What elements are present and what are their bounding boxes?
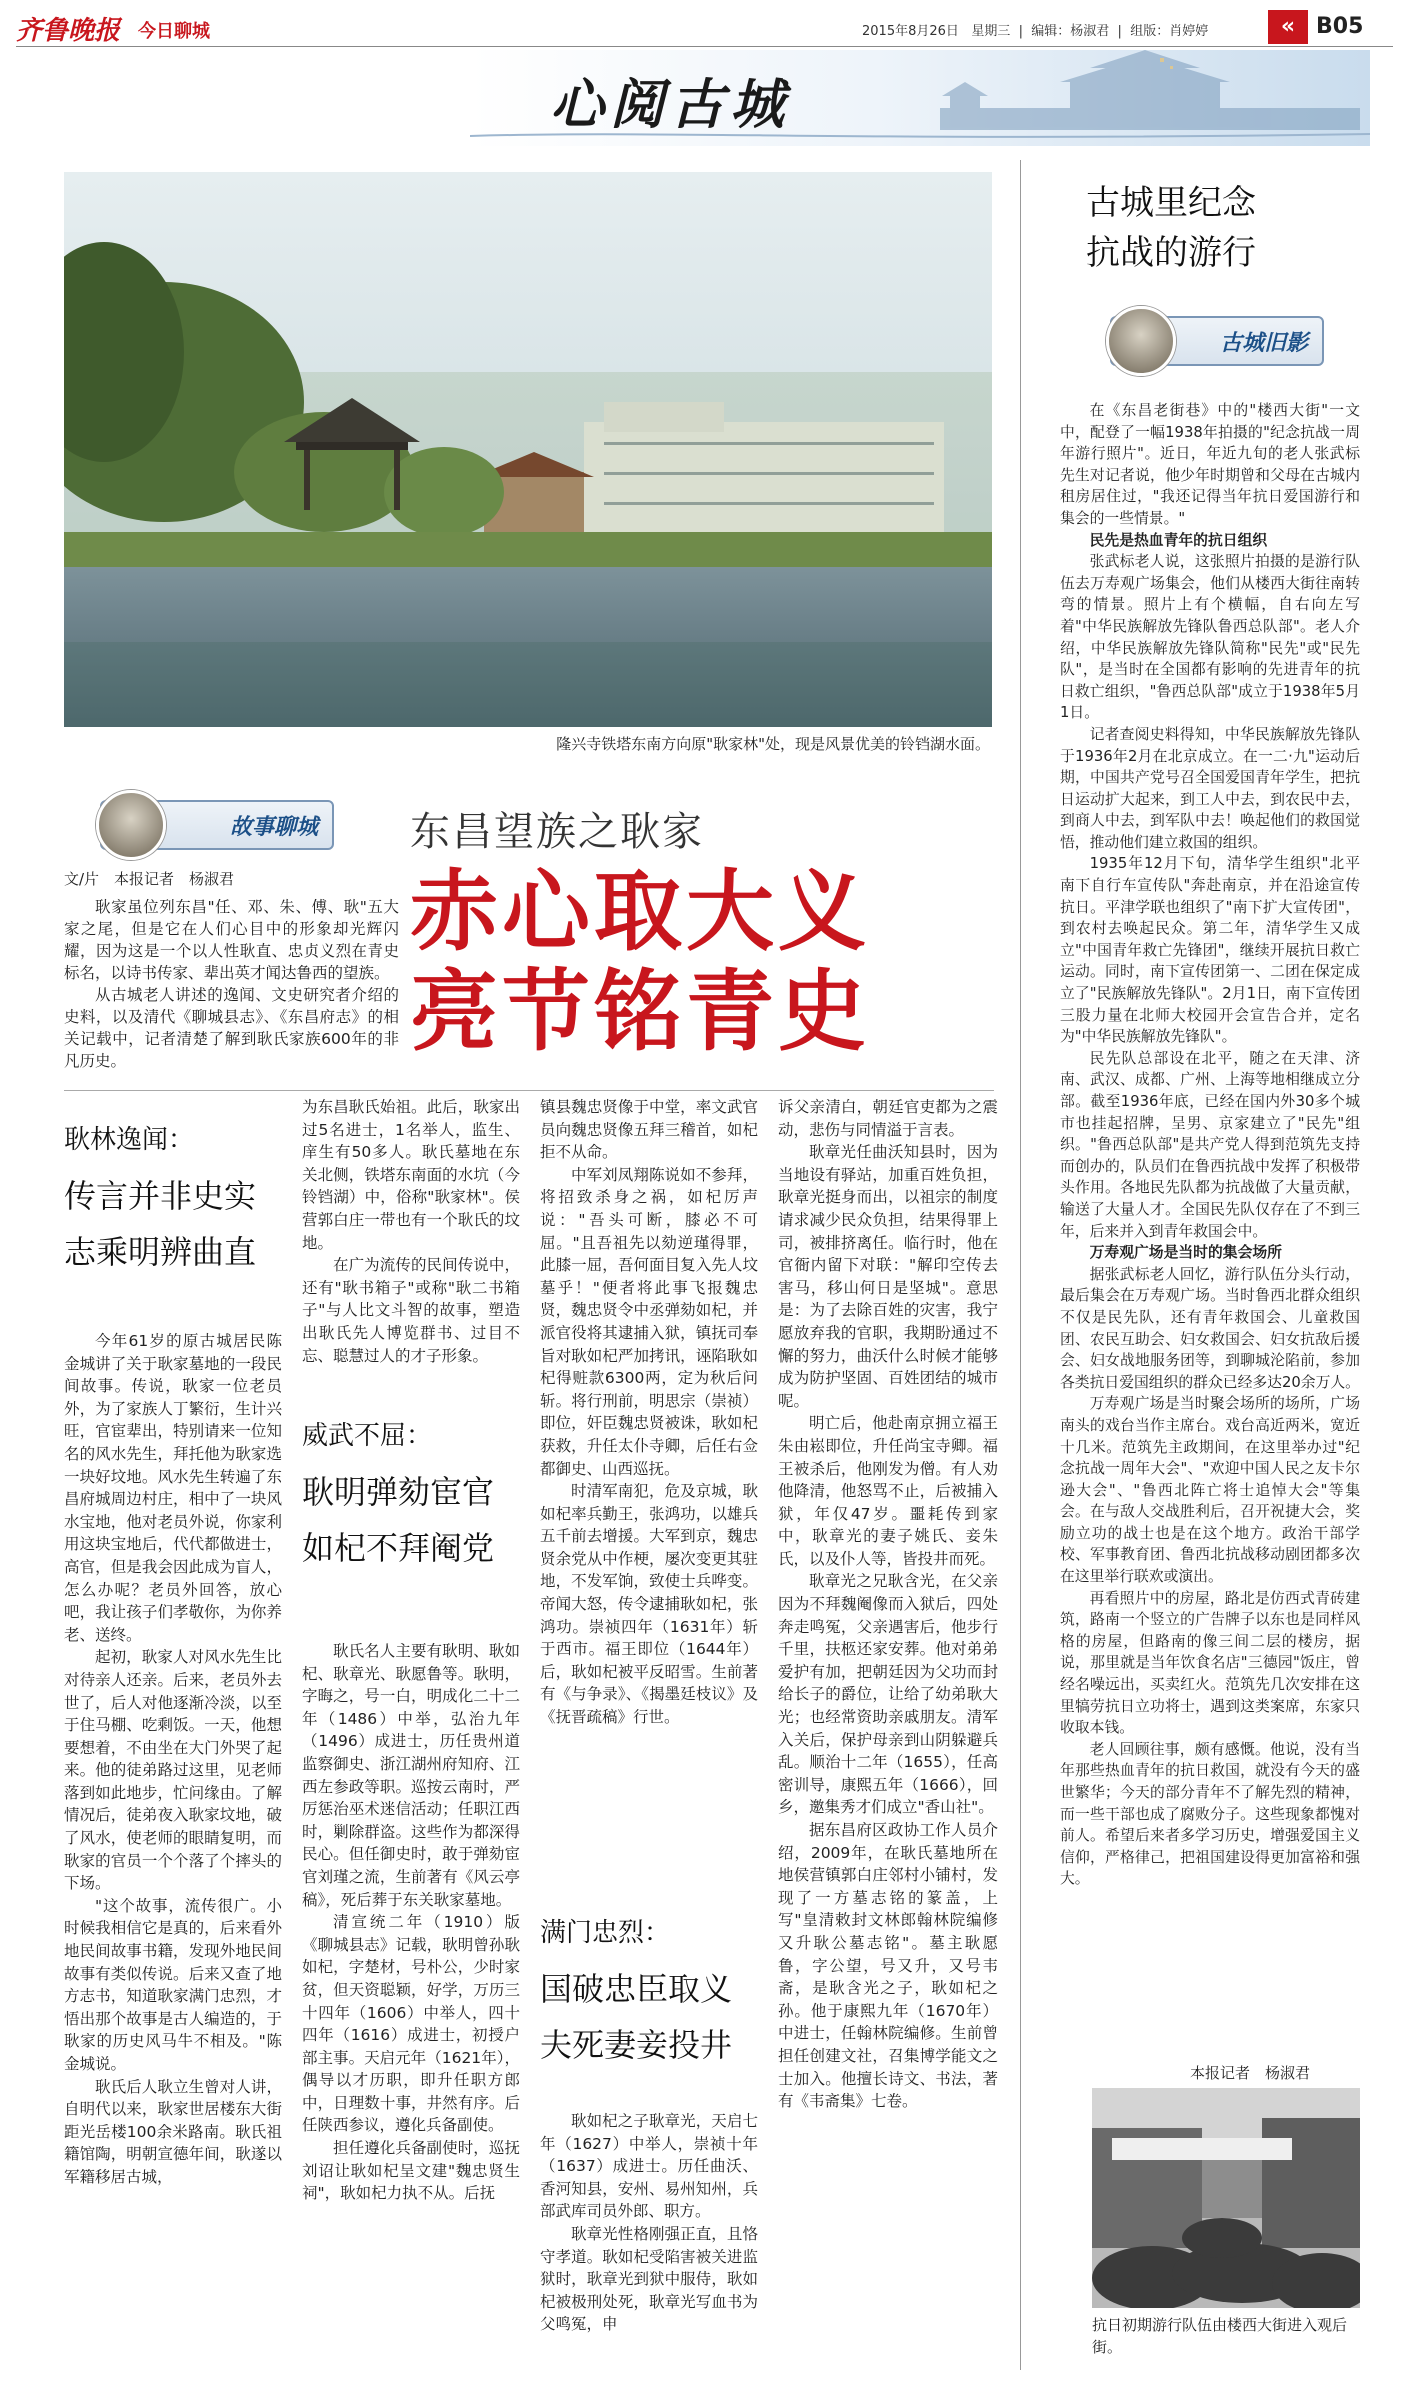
body-para: 耿章光性格刚强正直，且恪守孝道。耿如杞受陷害被关进监狱时，耿章光到狱中服侍，耿如杞被极刑处死，耿章光写血书为父鸣冤，申 bbox=[540, 2224, 758, 2334]
lead-rule bbox=[64, 1090, 994, 1091]
column-4 bbox=[778, 1096, 998, 2370]
story-badge-label: 故事聊城 bbox=[229, 814, 318, 840]
body-para: 明亡后，他赴南京拥立福王朱由崧即位，升任尚宝寺卿。福王被杀后，他刚发为僧。有人劝他降清，他怒骂不止，后被捕入狱，年仅47岁。噩耗传到家中，耿章光的妻子姚氏、妾朱氏，以及仆人等，皆投井而死。 bbox=[778, 1414, 998, 1568]
side-para: 万寿观广场是当时聚会场所的场所，广场南头的戏台当作主席台。戏台高近两米，宽近十几米。范筑先主政期间，在这里举办过"纪念抗战一周年大会"、"欢迎中国人民之友卡尔逊大会"、"鲁西北阵亡将士追悼大会"等集会。在与敌人交战胜利后，召开祝捷大会，奖励立功的战士也是在这个地方。政治干部学校、军事教育团、鲁西北抗战移动剧团都多次在这里举行联欢或演出。 bbox=[1060, 1395, 1360, 1586]
old-badge bbox=[1110, 316, 1324, 366]
page-arrow-icon[interactable]: « bbox=[1268, 10, 1308, 44]
issue-editor: 编辑：杨淑君 bbox=[1031, 24, 1110, 39]
column-3-top bbox=[540, 1096, 758, 1896]
subhead-1-lead: 耿林逸闻： bbox=[64, 1125, 195, 1155]
body-para: 诉父亲清白，朝廷官吏都为之震动，悲伤与同情溢于言表。 bbox=[778, 1098, 998, 1139]
photo-caption: 隆兴寺铁塔东南方向原"耿家林"处，现是风景优美的铃铛湖水面。 bbox=[556, 735, 990, 753]
masthead-logo[interactable] bbox=[16, 10, 236, 44]
subhead-2-line3: 如杞不拜阉党 bbox=[302, 1529, 495, 1567]
column-title: 心阅古城 bbox=[550, 72, 790, 136]
side-para: 张武标老人说，这张照片拍摄的是游行队伍去万寿观广场集会，他们从楼西大街往南转弯的情景。照片上有个横幅，自右向左写着"中华民族解放先锋队鲁西总队部"。老人介绍，中华民族解放先锋队简称"民先"或"民先队"，是当时在全国都有影响的先进青年的抗日救亡组织，"鲁西总队部"成立于1938年5月1日。 bbox=[1060, 553, 1360, 722]
subhead-2-line2: 耿明弹劾宦官 bbox=[302, 1473, 495, 1511]
sidebar-title bbox=[1086, 178, 1256, 278]
subhead-3-lead: 满门忠烈： bbox=[540, 1918, 671, 1948]
old-badge-label: 古城旧影 bbox=[1219, 330, 1308, 356]
body-para: 清宣统二年（1910）版《聊城县志》记载，耿明曾孙耿如杞，字楚材，号朴公，少时家贫，但天资聪颖，好学，万历三十四年（1606）中举人，四十四年（1616）成进士，初授户部主事。天启元年（1621年），偶导以才历职，即升任职方郎中，日理数十事，井然有序。后任陕西参议，遵化兵备副使。 bbox=[302, 1913, 520, 2135]
body-para: 耿章光之兄耿含光，在父亲因为不拜魏阉像而入狱后，四处奔走鸣冤，父亲遇害后，他步行千里，扶柩还家安葬。他对弟弟爱护有加，把朝廷因为父功而封给长子的爵位，让给了幼弟耿大光；也经常资助亲戚朋友。清军入关后，保护母亲到山阴躲避兵乱。顺治十二年（1655），任高密训导，康熙五年（1666），回乡，邀集秀才们成立"香山社"。 bbox=[778, 1572, 998, 1817]
body-para: 在广为流传的民间传说中，还有"耿书箱子"或称"耿二书箱子"与人比文斗智的故事，塑造出耿氏先人博览群书、过目不忘、聪慧过人的才子形象。 bbox=[302, 1256, 520, 1365]
sidebar-byline: 本报记者 杨淑君 bbox=[1190, 2064, 1311, 2082]
issue-date: 2015年8月26日 bbox=[862, 24, 959, 39]
section-name: 今日聊城 bbox=[138, 21, 210, 42]
column-3-bottom bbox=[540, 2110, 758, 2370]
side-para: 再看照片中的房屋，路北是仿西式青砖建筑，路南一个竖立的广告牌子以东也是同样风格的房屋，但路南的像三间二层的楼房，据说，那里就是当年饮食名店"三德园"饭庄，曾经名噪远出，买卖红火。范筑先几次安排在这里犒劳抗日立功将士，遇到这类案席，东家只收取本钱。 bbox=[1060, 1589, 1360, 1737]
body-para: 起初，耿家人对风水先生比对待亲人还亲。后来，老员外去世了，后人对他逐渐冷淡，以至于住马棚、吃剩饭。一天，他想要想着，不由坐在大门外哭了起来。他的徒弟路过这里，见老师落到如此地步，忙问缘由。了解情况后，徒弟夜入耿家坟地，破了风水，使老师的眼睛复明，而耿家的官员一个个落了个摔头的下场。 bbox=[64, 1648, 282, 1893]
side-para: 记者查阅史料得知，中华民族解放先锋队于1936年2月在北京成立。在一二·九"运动后期，中国共产党号召全国爱国青年学生，把抗日运动扩大起来，到工人中去，到农民中去，到商人中去，到军队中去！唤起他们的救国觉悟，推动他们建立救国的组织。 bbox=[1060, 725, 1360, 851]
issue-layout: 组版：肖婷婷 bbox=[1130, 24, 1209, 39]
old-photo-caption: 抗日初期游行队伍由楼西大街进入观后街。 bbox=[1092, 2316, 1348, 2356]
side-subhead: 万寿观广场是当时的集会场所 bbox=[1089, 1244, 1282, 1262]
sidebar-title-line2: 抗战的游行 bbox=[1086, 233, 1256, 273]
article-lead bbox=[64, 896, 399, 1081]
body-para: 中军刘凤翔陈说如不参拜，将招致杀身之祸，如杞厉声说："吾头可断，膝必不可屈。"且吾祖先以劾逆瑾得罪，此膝一屈，吾何面目复入先人坟墓乎！"便者将此事飞报魏忠贤，魏忠贤令中丞弹劾如杞，并派官役将其逮捕入狱，镇抚司奉旨对耿如杞严加拷讯，诬陷耿如杞得赃款6300两，定为秋后问斩。将行刑前，明思宗（崇祯）即位，奸臣魏忠贤被诛，耿如杞获救，升任太仆寺卿，后任右佥都御史、山西巡抚。 bbox=[540, 1165, 758, 1478]
article-title-line2: 亮节铭青史 bbox=[410, 960, 871, 1063]
side-para: 老人回顾往事，颇有感慨。他说，没有当年那些热血青年的抗日救国，就没有今天的盛世繁华；今天的部分青年不了解先烈的精神，而一些干部也成了腐败分子。这些现象都愧对前人。希望后来者多学习历史，增强爱国主义信仰，严格律己，把祖国建设得更加富裕和强大。 bbox=[1060, 1740, 1360, 1888]
column-banner bbox=[470, 50, 1370, 146]
story-badge bbox=[100, 800, 334, 850]
badge-gate-icon bbox=[1106, 306, 1176, 376]
column-1 bbox=[64, 1330, 282, 2370]
side-para: 在《东昌老街巷》中的"楼西大街"一文中，配登了一幅1938年拍摄的"纪念抗战一周年游行照片"。近日，年近九旬的老人张武标先生对记者说，他少年时期曾和父母在古城内租房居住过，"我还记得当年抗日爱国游行和集会的一些情景。" bbox=[1060, 402, 1360, 527]
old-photo bbox=[1092, 2088, 1360, 2308]
body-para: 时清军南犯，危及京城，耿如杞率兵勤王，张鸿功，以雄兵五千前去增援。大军到京，魏忠贤余党从中作梗，屡次变更其驻地，不发军饷，致使士兵哗变。帝闻大怒，传令逮捕耿如杞，张鸿功。崇祯四年（1631年）斩于西市。福王即位（1644年）后，耿如杞被平反昭雪。生前著有《与争录》、《揭墨廷枝议》及《抚晋疏稿》行世。 bbox=[540, 1482, 758, 1727]
subhead-2-lead: 威武不屈： bbox=[302, 1421, 433, 1451]
subhead-3-line2: 国破忠臣取义 bbox=[540, 1970, 733, 2008]
side-para: 民先队总部设在北平，随之在天津、济南、武汉、成都、广州、上海等地相继成立分部。截至1936年底，已经在国内外30多个城市也挂起招牌，呈男、京家建立了"民先"组织。"鲁西总队部"是共产党人得到范筑先支持而创办的，队员们在鲁西抗战中发挥了积极带头作用。各地民先队都为抗战做了大量贡献，输送了大量人才。全国民先队仅存在了不到三年，后来并入到青年救国会中。 bbox=[1060, 1049, 1360, 1240]
body-para: 耿氏名人主要有耿明、耿如杞、耿章光、耿愿鲁等。耿明，字晦之，号一白，明成化二十二年（1486）中举，弘治九年（1496）成进士，历任贵州道监察御史、浙江湖州府知府、江西左参政等职。巡按云南时，严厉惩治巫术迷信活动；任职江西时，剿除群盗。这些作为都深得民心。但任御史时，敢于弹劾宦官刘瑾之流，生前著有《风云亭稿》，死后葬于东关耿家墓地。 bbox=[302, 1642, 520, 1909]
body-para: 耿如杞之子耿章光，天启七年（1627）中举人，崇祯十年（1637）成进士。历任曲沃、香河知县，安州、易州知州，兵部武库司员外郎、职方。 bbox=[540, 2112, 758, 2221]
body-para: "这个故事，流传很广。小时候我相信它是真的，后来看外地民间故事书籍，发现外地民间故事有类似传说。后来又查了地方志书，知道耿家满门忠烈，才悟出那个故事是古人编造的，于耿家的历史风马牛不相及。"陈金城说。 bbox=[64, 1896, 282, 2073]
body-para: 据东昌府区政协工作人员介绍，2009年，在耿氏墓地所在地侯营镇郭白庄邻村小铺村，发现了一方墓志铭的篆盖，上写"皇清敕封文林郎翰林院编修又升耿公墓志铭"。墓主耿愿鲁，字公望，号又升，又号韦斋，是耿含光之子，耿如杞之孙。他于康熙九年（1670年）中进士，任翰林院编修。生前曾担任创建文社，召集博学能文之士加入。他擅长诗文、书法，著有《韦斋集》七卷。 bbox=[778, 1821, 998, 2111]
body-para: 今年61岁的原古城居民陈金城讲了关于耿家墓地的一段民间故事。传说，耿家一位老员外，为了家族人丁繁衍，生计兴旺，官宦辈出，特别请来一位知名的风水先生，拜托他为耿家选一块好坟地。风水先生转遍了东昌府城周边村庄，相中了一块风水宝地，他对老员外说，你家利用这块宝地后，代代都做进士，高官，但是我会因此成为盲人，怎么办呢？老员外回答，放心吧，我让孩子们孝敬你，为你养老、送终。 bbox=[64, 1332, 282, 1644]
subhead-3-line3: 夫死妻妾投井 bbox=[540, 2026, 733, 2064]
side-para: 1935年12月下旬，清华学生组织"北平南下自行车宣传队"奔赴南京，并在沿途宣传抗日。平津学联也组织了"南下扩大宣传团"，到农村去唤起民众。第二年，清华学生又成立"中国青年救亡先锋团"，继续开展抗日救亡运动。同时，南下宣传团第一、二团在保定成立了"民族解放先锋队"。2月1日，南下宣传团三股力量在北师大校园开会宣告合并，定名为"中华民族解放先锋队"。 bbox=[1060, 855, 1360, 1046]
masthead-title: 齐鲁晚报 bbox=[16, 16, 121, 46]
column-divider bbox=[1020, 160, 1021, 2370]
subhead-1 bbox=[64, 1112, 304, 1280]
body-para: 为东昌耿氏始祖。此后，耿家出过5名进士，1名举人，监生、庠生有50多人。耿氏墓地在东关北侧，铁塔东南面的水坑（今铃铛湖）中，俗称"耿家林"。侯营郭白庄一带也有一个耿氏的坟地。 bbox=[302, 1098, 520, 1252]
side-subhead: 民先是热血青年的抗日组织 bbox=[1089, 531, 1268, 549]
article-title bbox=[410, 862, 870, 1062]
issue-info: 2015年8月26日 星期三 | 编辑：杨淑君 | 组版：肖婷婷 bbox=[862, 24, 1209, 39]
header-rule bbox=[16, 46, 1393, 47]
column-2-bottom bbox=[302, 1640, 520, 2370]
article-byline: 文/片 本报记者 杨淑君 bbox=[64, 870, 235, 888]
body-para: 耿氏后人耿立生曾对人讲，自明代以来，耿家世居楼东大街距光岳楼100余米路南。耿氏祖籍馆陶，明朝宣德年间，耿遂以军籍移居古城， bbox=[64, 2077, 282, 2186]
lead-para: 耿家虽位列东昌"任、邓、朱、傅、耿"五大家之尾，但是它在人们心目中的形象却光辉闪耀，因为这是一个以人性耿直、忠贞义烈在青史标名，以诗书传家、辈出英才闻达鲁西的望族。 bbox=[64, 898, 399, 982]
body-para: 担任遵化兵备副使时，巡抚刘诏让耿如杞呈文建"魏忠贤生祠"，耿如杞力执不从。后抚 bbox=[302, 2139, 520, 2203]
body-para: 镇县魏忠贤像于中堂，率文武官员向魏忠贤像五拜三稽首，如杞拒不从命。 bbox=[540, 1098, 758, 1162]
sidebar-title-line1: 古城里纪念 bbox=[1086, 183, 1256, 223]
lead-para: 从古城老人讲述的逸闻、文史研究者介绍的史料，以及清代《聊城县志》、《东昌府志》的相关记载中，记者清楚了解到耿氏家族600年的非凡历史。 bbox=[64, 986, 399, 1070]
article-kicker: 东昌望族之耿家 bbox=[410, 809, 704, 855]
column-2-top bbox=[302, 1096, 520, 1386]
issue-weekday: 星期三 bbox=[971, 24, 1011, 39]
badge-photo-icon bbox=[96, 790, 166, 860]
subhead-2 bbox=[302, 1408, 532, 1576]
body-para: 耿章光任曲沃知县时，因为当地设有驿站，加重百姓负担，耿章光挺身而出，以祖宗的制度请求减少民众负担，结果得罪上司，被排挤离任。临行时，他在官衙内留下对联："解印空传去害马，移山何日是坚城"。意思是：为了去除百姓的灾害，我宁愿放弃我的官职，我期盼通过不懈的努力，曲沃什么时候才能够成为防护坚固、百姓团结的城市呢。 bbox=[778, 1143, 998, 1410]
subhead-1-line2: 传言并非史实 bbox=[64, 1177, 257, 1215]
lake-photo bbox=[64, 172, 992, 727]
subhead-3 bbox=[540, 1905, 770, 2073]
subhead-1-line3: 志乘明辨曲直 bbox=[64, 1233, 257, 1271]
sidebar-body bbox=[1060, 400, 1360, 2055]
article-title-line1: 赤心取大义 bbox=[410, 860, 871, 963]
side-para: 据张武标老人回忆，游行队伍分头行动，最后集会在万寿观广场。当时鲁西北群众组织不仅是民先队，还有青年救国会、儿童救国团、农民互助会、妇女救国会、妇女抗敌后援会、妇女战地服务团等，到聊城沦陷前，参加各类抗日爱国组织的群众已经多达20余万人。 bbox=[1060, 1265, 1360, 1391]
page-number: B05 bbox=[1316, 14, 1364, 39]
